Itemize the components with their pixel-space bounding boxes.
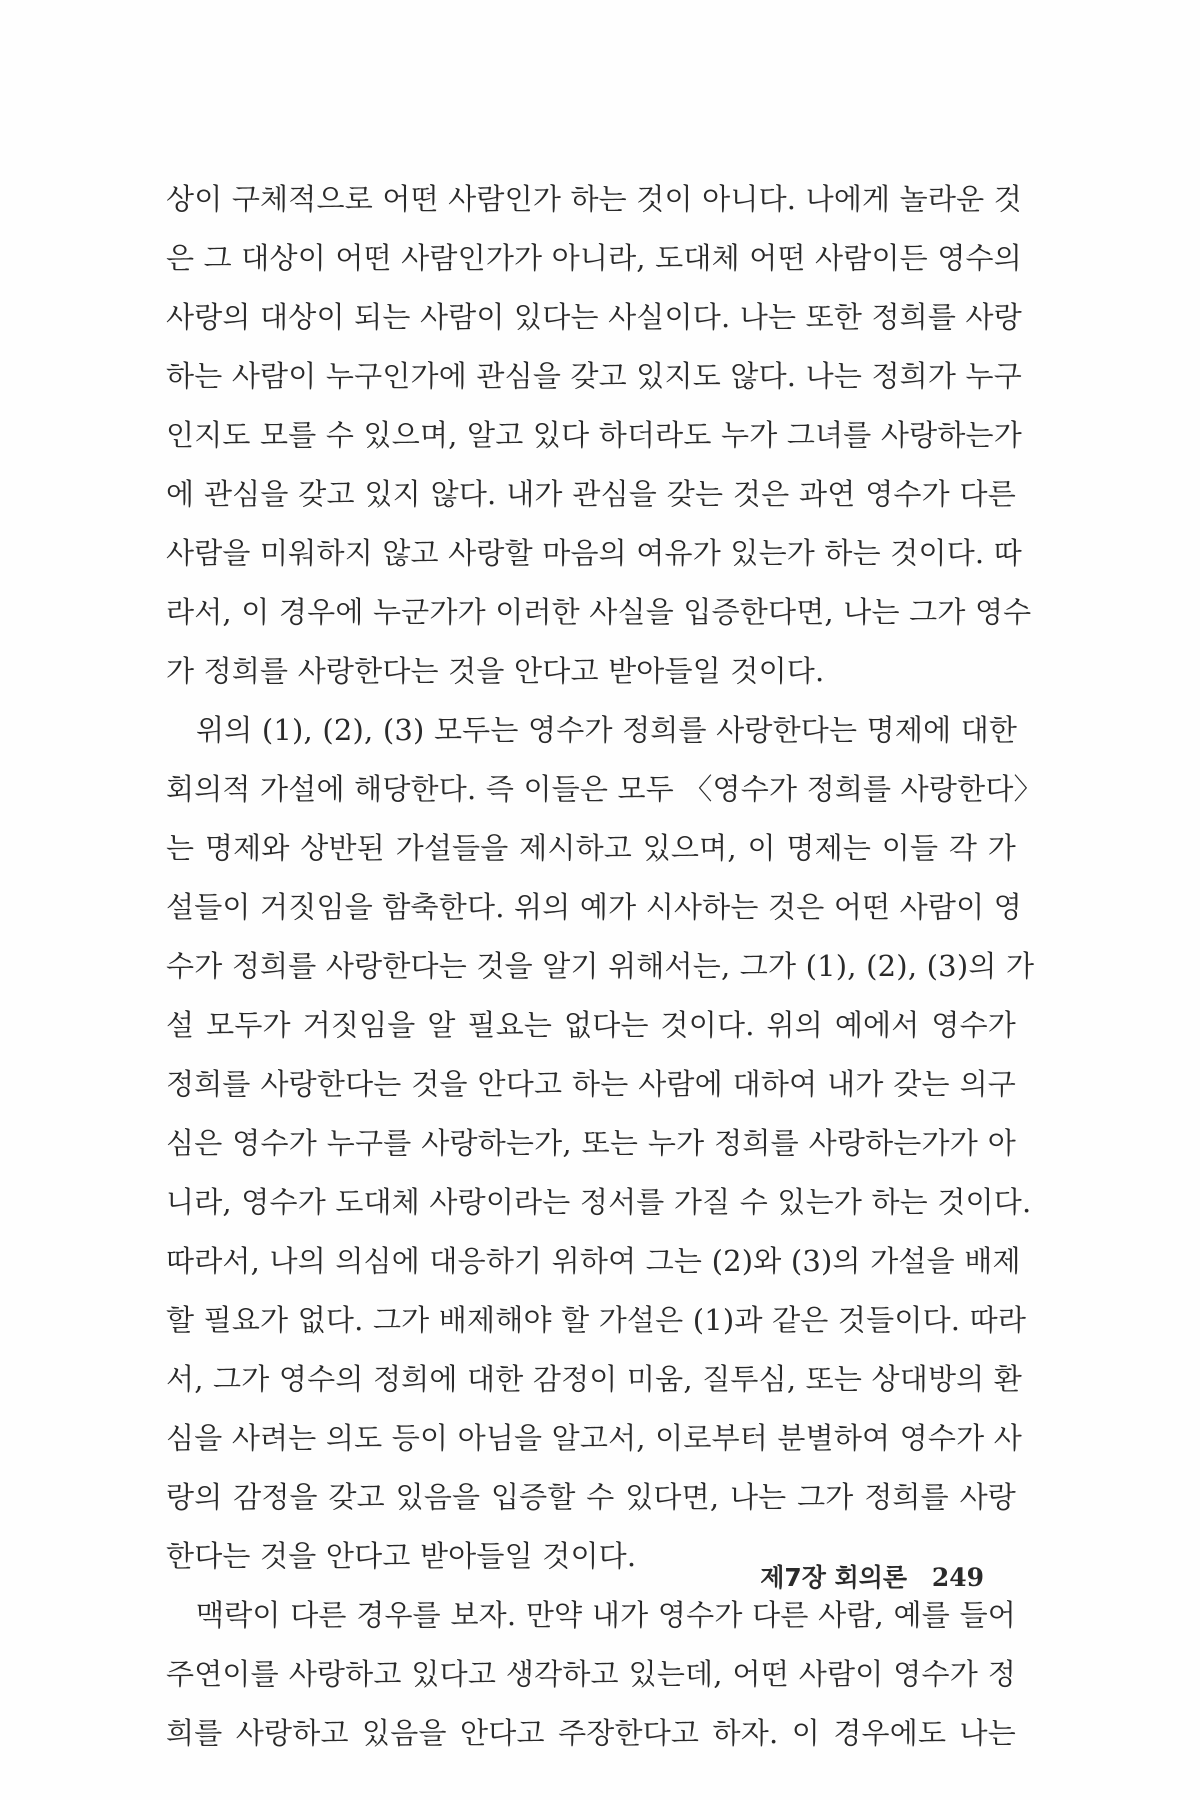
- text-line: 하는 사람이 누구인가에 관심을 갖고 있지도 않다. 나는 정희가 누구: [166, 359, 1022, 393]
- paragraph: [166, 701, 1043, 1586]
- text-line: 가 정희를 사랑한다는 것을 안다고 받아들일 것이다.: [166, 654, 825, 688]
- text-line: 상이 구체적으로 어떤 사람인가 하는 것이 아니다. 나에게 놀라운 것: [166, 182, 1022, 216]
- paragraph: [166, 170, 1032, 701]
- text-line: 니라, 영수가 도대체 사랑이라는 정서를 가질 수 있는가 하는 것이다.: [166, 1185, 1032, 1219]
- text-line: 은 그 대상이 어떤 사람인가가 아니라, 도대체 어떤 사람이든 영수의: [166, 241, 1022, 275]
- text-line: 맥락이 다른 경우를 보자. 만약 내가 영수가 다른 사람, 예를 들어: [196, 1598, 1016, 1632]
- text-line: 회의적 가설에 해당한다. 즉 이들은 모두 〈영수가 정희를 사랑한다〉: [166, 772, 1043, 806]
- text-line: 인지도 모를 수 있으며, 알고 있다 하더라도 누가 그녀를 사랑하는가: [166, 418, 1022, 452]
- text-line: 에 관심을 갖고 있지 않다. 내가 관심을 갖는 것은 과연 영수가 다른: [166, 477, 1016, 511]
- text-line: 위의 (1), (2), (3) 모두는 영수가 정희를 사랑한다는 명제에 대한: [196, 713, 1018, 747]
- body-text: [166, 170, 1043, 1763]
- text-line: 따라서, 나의 의심에 대응하기 위하여 그는 (2)와 (3)의 가설을 배제: [166, 1244, 1021, 1278]
- page-number: 249: [931, 1563, 984, 1592]
- text-line: 주연이를 사랑하고 있다고 생각하고 있는데, 어떤 사람이 영수가 정: [166, 1657, 1016, 1691]
- text-line: 수가 정희를 사랑한다는 것을 알기 위해서는, 그가 (1), (2), (3)의 가: [166, 949, 1035, 983]
- text-line: 설 모두가 거짓임을 알 필요는 없다는 것이다. 위의 예에서 영수가: [166, 1008, 1016, 1042]
- paragraph: [166, 1586, 1016, 1763]
- page-footer: [760, 1558, 984, 1594]
- text-line: 한다는 것을 안다고 받아들일 것이다.: [166, 1539, 637, 1573]
- text-line: 심을 사려는 의도 등이 아님을 알고서, 이로부터 분별하여 영수가 사: [166, 1421, 1022, 1455]
- text-line: 라서, 이 경우에 누군가가 이러한 사실을 입증한다면, 나는 그가 영수: [166, 595, 1032, 629]
- text-line: 설들이 거짓임을 함축한다. 위의 예가 시사하는 것은 어떤 사람이 영: [166, 890, 1022, 924]
- text-line: 서, 그가 영수의 정희에 대한 감정이 미움, 질투심, 또는 상대방의 환: [166, 1362, 1023, 1396]
- text-line: 정희를 사랑한다는 것을 안다고 하는 사람에 대하여 내가 갖는 의구: [166, 1067, 1016, 1101]
- text-line: 할 필요가 없다. 그가 배제해야 할 가설은 (1)과 같은 것들이다. 따라: [166, 1303, 1027, 1337]
- text-line: 희를 사랑하고 있음을 안다고 주장한다고 하자. 이 경우에도 나는: [166, 1716, 1016, 1750]
- text-line: 는 명제와 상반된 가설들을 제시하고 있으며, 이 명제는 이들 각 가: [166, 831, 1016, 865]
- text-line: 랑의 감정을 갖고 있음을 입증할 수 있다면, 나는 그가 정희를 사랑: [166, 1480, 1016, 1514]
- text-line: 심은 영수가 누구를 사랑하는가, 또는 누가 정희를 사랑하는가가 아: [166, 1126, 1016, 1160]
- text-line: 사랑의 대상이 되는 사람이 있다는 사실이다. 나는 또한 정희를 사랑: [166, 300, 1022, 334]
- text-line: 사람을 미워하지 않고 사랑할 마음의 여유가 있는가 하는 것이다. 따: [166, 536, 1022, 570]
- chapter-title: 제7장 회의론: [760, 1563, 908, 1592]
